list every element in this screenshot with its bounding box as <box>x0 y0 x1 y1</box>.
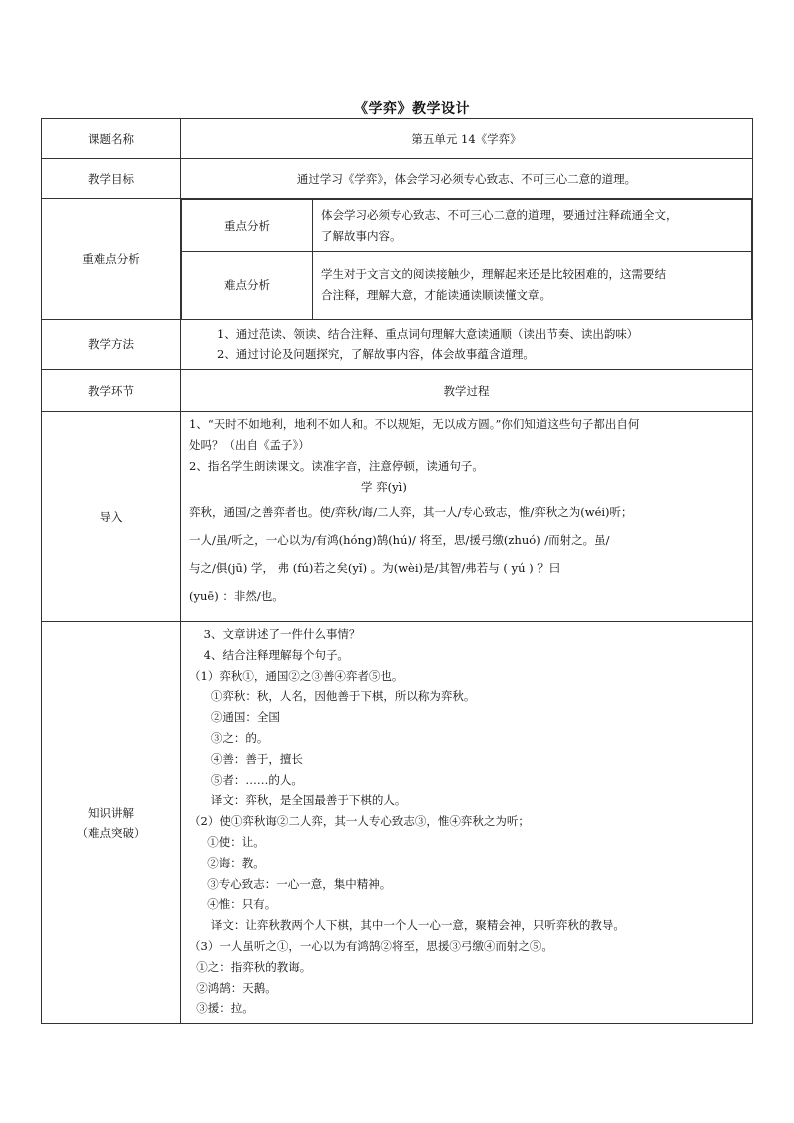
knowledge-line: ②诲：教。 <box>189 855 265 870</box>
difficulty-cell <box>181 199 753 320</box>
key-point-line: 了解故事内容。 <box>321 228 402 243</box>
method-label: 教学方法 <box>42 319 181 370</box>
knowledge-line: 3、文章讲述了一件什么事情？ <box>189 627 361 642</box>
poem-line: (yuē) ：非然/也。 <box>189 589 284 604</box>
intro-line: 处吗？（出自《孟子》） <box>189 438 310 453</box>
topic-row <box>42 119 753 159</box>
difficulty-subtable <box>181 199 752 319</box>
intro-label: 导入 <box>42 412 181 622</box>
intro-row <box>42 412 753 622</box>
knowledge-line: ①使：让。 <box>189 835 265 850</box>
knowledge-line: 译文：让弈秋教两个人下棋，其中一个人一心一意，聚精会神，只听弈秋的教导。 <box>189 918 625 933</box>
knowledge-line: （1）弈秋①，通国②之③善④弈者⑤也。 <box>189 668 404 683</box>
knowledge-line: （3）一人虽听之①，一心以为有鸿鹄②将至，思援③弓缴④而射之⑤。 <box>189 939 553 954</box>
knowledge-line: ①之：指弈秋的教诲。 <box>189 959 312 974</box>
goal-row <box>42 159 753 199</box>
hard-point-label: 难点分析 <box>182 252 313 319</box>
poem-line: 一人/虽/听之，一心以为/有鸿(hóng)鹄(hú)/ 将至，思/援弓缴(zhuó) /而射之。虽/ <box>189 533 610 548</box>
method-line: 2、通过讨论及问题探究，了解故事内容，体会故事蕴含道理。 <box>217 347 535 362</box>
document-title: 《学弈》教学设计 <box>354 101 470 117</box>
process-header-value: 教学过程 <box>181 370 753 412</box>
knowledge-line: ④善：善于，擅长 <box>189 751 303 766</box>
knowledge-label-line1: 知识讲解 <box>88 805 134 820</box>
difficulty-row <box>42 199 753 320</box>
intro-line: 1、“天时不如地利，地利不如人和。不以规矩，无以成方圆。”你们知道这些句子都出自何 <box>189 417 640 432</box>
topic-value: 第五单元 14《学弈》 <box>181 119 753 159</box>
knowledge-label <box>42 622 181 1024</box>
knowledge-row <box>42 622 753 1024</box>
knowledge-line: 4、结合注释理解每个句子。 <box>189 647 349 662</box>
knowledge-line: ②鸿鹄：天鹅。 <box>189 980 277 995</box>
hard-point-line: 合注释，理解大意，才能读通读顺读懂文章。 <box>321 288 551 303</box>
knowledge-line: 译文：弈秋，是全国最善于下棋的人。 <box>189 793 407 808</box>
poem-title: 学 弈(yì) <box>361 480 407 495</box>
process-header-label: 教学环节 <box>42 370 181 412</box>
difficulty-label: 重难点分析 <box>42 199 181 320</box>
knowledge-line: ③援：拉。 <box>189 1001 254 1016</box>
lesson-plan-table <box>41 118 753 1024</box>
process-header-row <box>42 370 753 412</box>
intro-content <box>181 412 753 622</box>
intro-line: 2、指名学生朗读课文。读准字音，注意停顿，读通句子。 <box>189 459 484 474</box>
poem-line: 与之/俱(jū) 学， 弗 (fú)若之矣(yǐ) 。为(wèi)是/其智/弗若与 ( yú ) ？曰 <box>189 561 561 576</box>
key-point-label: 重点分析 <box>182 200 313 252</box>
poem-line: 弈秋，通国/之善弈者也。使/弈秋/诲/二人弈，其一人/专心致志，惟/弈秋之为(wéi)听； <box>189 505 633 520</box>
knowledge-label-line2: （难点突破） <box>76 825 146 840</box>
topic-label: 课题名称 <box>42 119 181 159</box>
method-row <box>42 319 753 370</box>
key-point-text <box>313 200 752 252</box>
key-point-line: 体会学习必须专心致志、不可三心二意的道理，要通过注释疏通全文， <box>321 207 678 222</box>
knowledge-line: ③专心致志：一心一意，集中精神。 <box>189 876 392 891</box>
goal-label: 教学目标 <box>42 159 181 199</box>
knowledge-line: （2）使①弈秋诲②二人弈，其一人专心致志③，惟④弈秋之为听； <box>189 814 530 829</box>
knowledge-line: ⑤者：……的人。 <box>189 772 303 787</box>
goal-value: 通过学习《学弈》，体会学习必须专心致志、不可三心二意的道理。 <box>181 159 753 199</box>
knowledge-line: ②通国：全国 <box>189 710 280 725</box>
method-text <box>181 319 753 370</box>
hard-point-line: 学生对于文言文的阅读接触少，理解起来还是比较困难的，这需要结 <box>321 267 666 282</box>
knowledge-line: ④惟：只有。 <box>189 897 277 912</box>
knowledge-content <box>181 622 753 1024</box>
method-line: 1、通过范读、领读、结合注释、重点词句理解大意读通顺（读出节奏、读出韵味） <box>217 326 639 341</box>
knowledge-line: ③之：的。 <box>189 731 269 746</box>
hard-point-text <box>313 252 752 319</box>
knowledge-line: ①弈秋：秋，人名，因他善于下棋，所以称为弈秋。 <box>189 689 476 704</box>
